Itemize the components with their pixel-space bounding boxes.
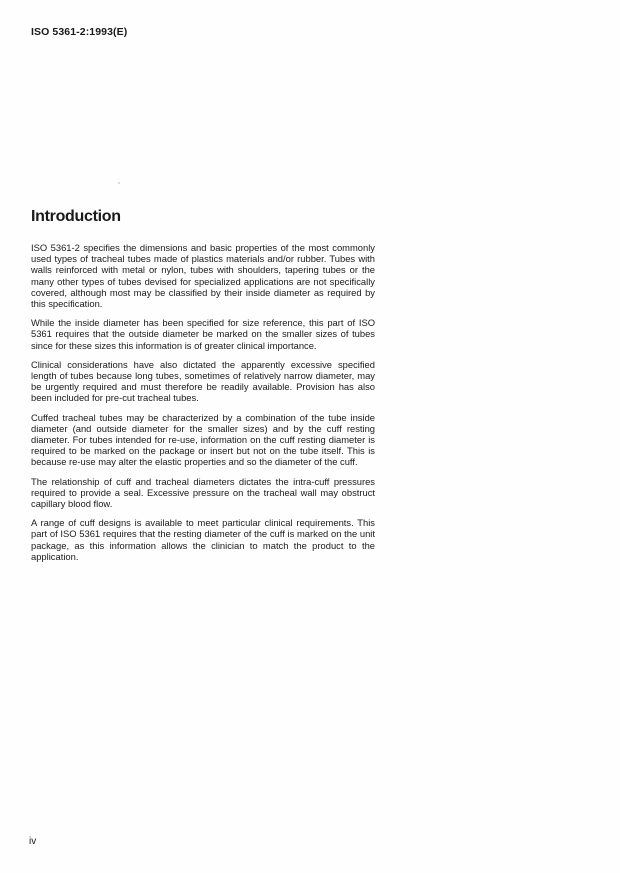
paragraph-cuff-pressure: The relationship of cuff and tracheal diameters dictates the intra-cuff pressures required to provide a seal. Excessive pressure on the tracheal wall may obstruct capillary blood flow. (31, 475, 375, 510)
section-title: Introduction (31, 208, 121, 225)
scan-speck (118, 182, 120, 184)
paragraph-cuff-designs: A range of cuff designs is available to meet particular clinical requirements. This part of ISO 5361 requires that the resting diameter of the cuff is marked on the unit package, as this information allows the clinician to match the product to the application. (31, 517, 375, 562)
paragraph-scope: ISO 5361-2 specifies the dimensions and basic properties of the most commonly used types of tracheal tubes made of plastics materials and/or rubber. Tubes with walls reinforced with metal or nylon, tubes with shoulders, tapering tubes or the many other types of tubes devised for specialized applications are not specifically covered, although most may be classified by their inside diameter as required by this specification. (31, 242, 375, 310)
document-identifier: ISO 5361-2:1993(E) (31, 26, 128, 38)
introduction-body (31, 242, 375, 570)
paragraph-tube-length: Clinical considerations have also dictated the apparently excessive specified length of tubes because long tubes, sometimes of relatively narrow diameter, may be urgently required and must therefore be readily available. Provision has also been included for pre-cut tracheal tubes. (31, 358, 375, 404)
page-number: iv (29, 836, 37, 847)
paragraph-outside-diameter: While the inside diameter has been specified for size reference, this part of ISO 5361 requires that the outside diameter be marked on the smaller sizes of tubes since for these sizes this information is of greater clinical importance. (31, 317, 375, 351)
paragraph-cuffed-tubes: Cuffed tracheal tubes may be characterized by a combination of the tube inside diameter (and outside diameter for the smaller sizes) and by the cuff resting diameter. For tubes intended for re-use, information on the cuff resting diameter is required to be marked on the package or insert but not on the tube itself. This is because re-use may alter the elastic properties and so the diameter of the cuff. (31, 411, 375, 468)
